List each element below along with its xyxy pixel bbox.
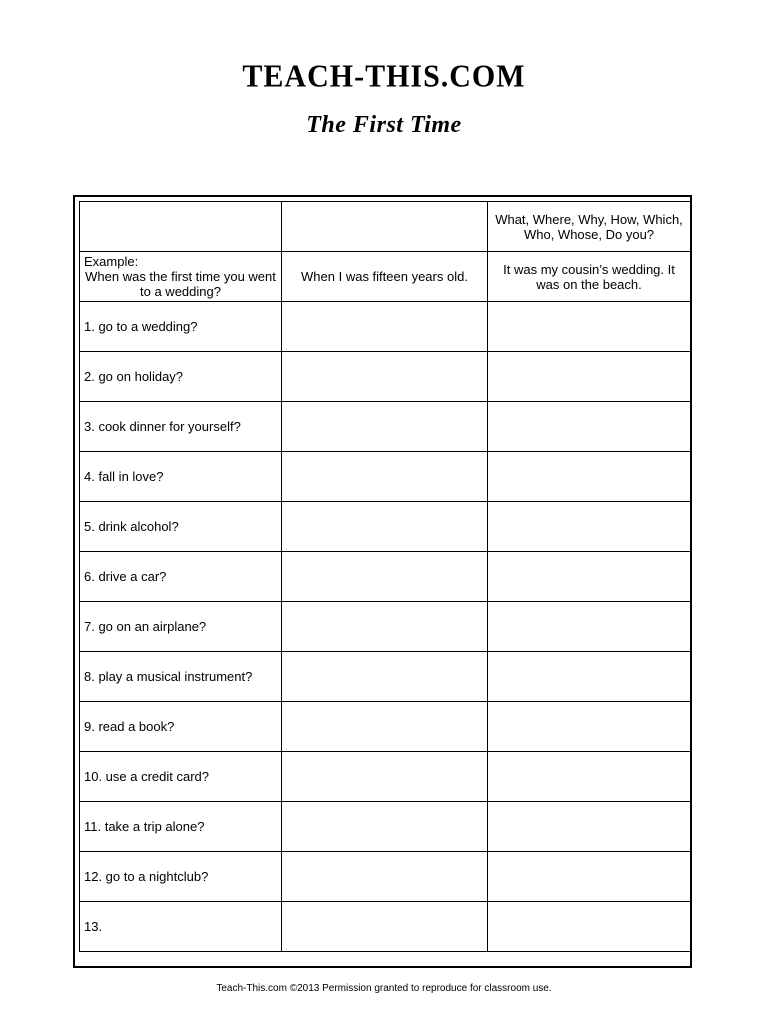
question-cell: 5. drink alcohol? [80,502,282,552]
question-cell: 11. take a trip alone? [80,802,282,852]
question-cell: 12. go to a nightclub? [80,852,282,902]
question-row [80,752,691,802]
question-row [80,852,691,902]
brand-title: TEACH-THIS.COM [242,59,526,94]
follow-up-cell[interactable] [488,452,691,502]
answer-cell[interactable] [282,752,488,802]
copyright-footer: Teach-This.com ©2013 Permission granted to reproduce for classroom use. [216,983,552,994]
follow-up-cell[interactable] [488,652,691,702]
example-follow-up: It was my cousin’s wedding. It was on the beach. [488,252,691,302]
example-answer: When I was fifteen years old. [282,252,488,302]
question-cell: 9. read a book? [80,702,282,752]
question-cell: 13. [80,902,282,952]
example-question: When was the first time you went to a wedding? [85,269,276,299]
follow-up-cell[interactable] [488,702,691,752]
question-cell: 10. use a credit card? [80,752,282,802]
answer-cell[interactable] [282,602,488,652]
example-row [80,252,691,302]
question-row [80,552,691,602]
question-cell: 7. go on an airplane? [80,602,282,652]
answer-cell[interactable] [282,452,488,502]
question-cell: 3. cook dinner for yourself? [80,402,282,452]
question-row [80,652,691,702]
answer-cell[interactable] [282,802,488,852]
example-question-cell [80,252,282,302]
question-cell: 6. drive a car? [80,552,282,602]
follow-up-cell[interactable] [488,352,691,402]
question-row [80,802,691,852]
question-cell: 1. go to a wedding? [80,302,282,352]
answer-cell[interactable] [282,652,488,702]
question-row [80,452,691,502]
follow-up-cell[interactable] [488,302,691,352]
question-row [80,352,691,402]
worksheet-title: The First Time [306,112,462,138]
answer-cell[interactable] [282,852,488,902]
answer-cell[interactable] [282,302,488,352]
follow-up-cell[interactable] [488,802,691,852]
question-cell: 2. go on holiday? [80,352,282,402]
header-cell-answer [282,202,488,252]
answer-cell[interactable] [282,402,488,452]
question-row [80,902,691,952]
follow-up-cell[interactable] [488,502,691,552]
answer-cell[interactable] [282,502,488,552]
follow-up-cell[interactable] [488,902,691,952]
question-row [80,402,691,452]
answer-cell[interactable] [282,702,488,752]
header-cell-follow-up: What, Where, Why, How, Which, Who, Whose, Do you? [488,202,691,252]
question-row [80,502,691,552]
question-row [80,302,691,352]
follow-up-cell[interactable] [488,852,691,902]
example-label: Example: [84,254,139,269]
follow-up-cell[interactable] [488,602,691,652]
answer-cell[interactable] [282,352,488,402]
header-cell-question [80,202,282,252]
answer-cell[interactable] [282,552,488,602]
follow-up-cell[interactable] [488,402,691,452]
follow-up-cell[interactable] [488,752,691,802]
question-cell: 8. play a musical instrument? [80,652,282,702]
question-cell: 4. fall in love? [80,452,282,502]
follow-up-cell[interactable] [488,552,691,602]
question-row [80,602,691,652]
worksheet-table [79,201,691,952]
header-row [80,202,691,252]
answer-cell[interactable] [282,902,488,952]
question-row [80,702,691,752]
